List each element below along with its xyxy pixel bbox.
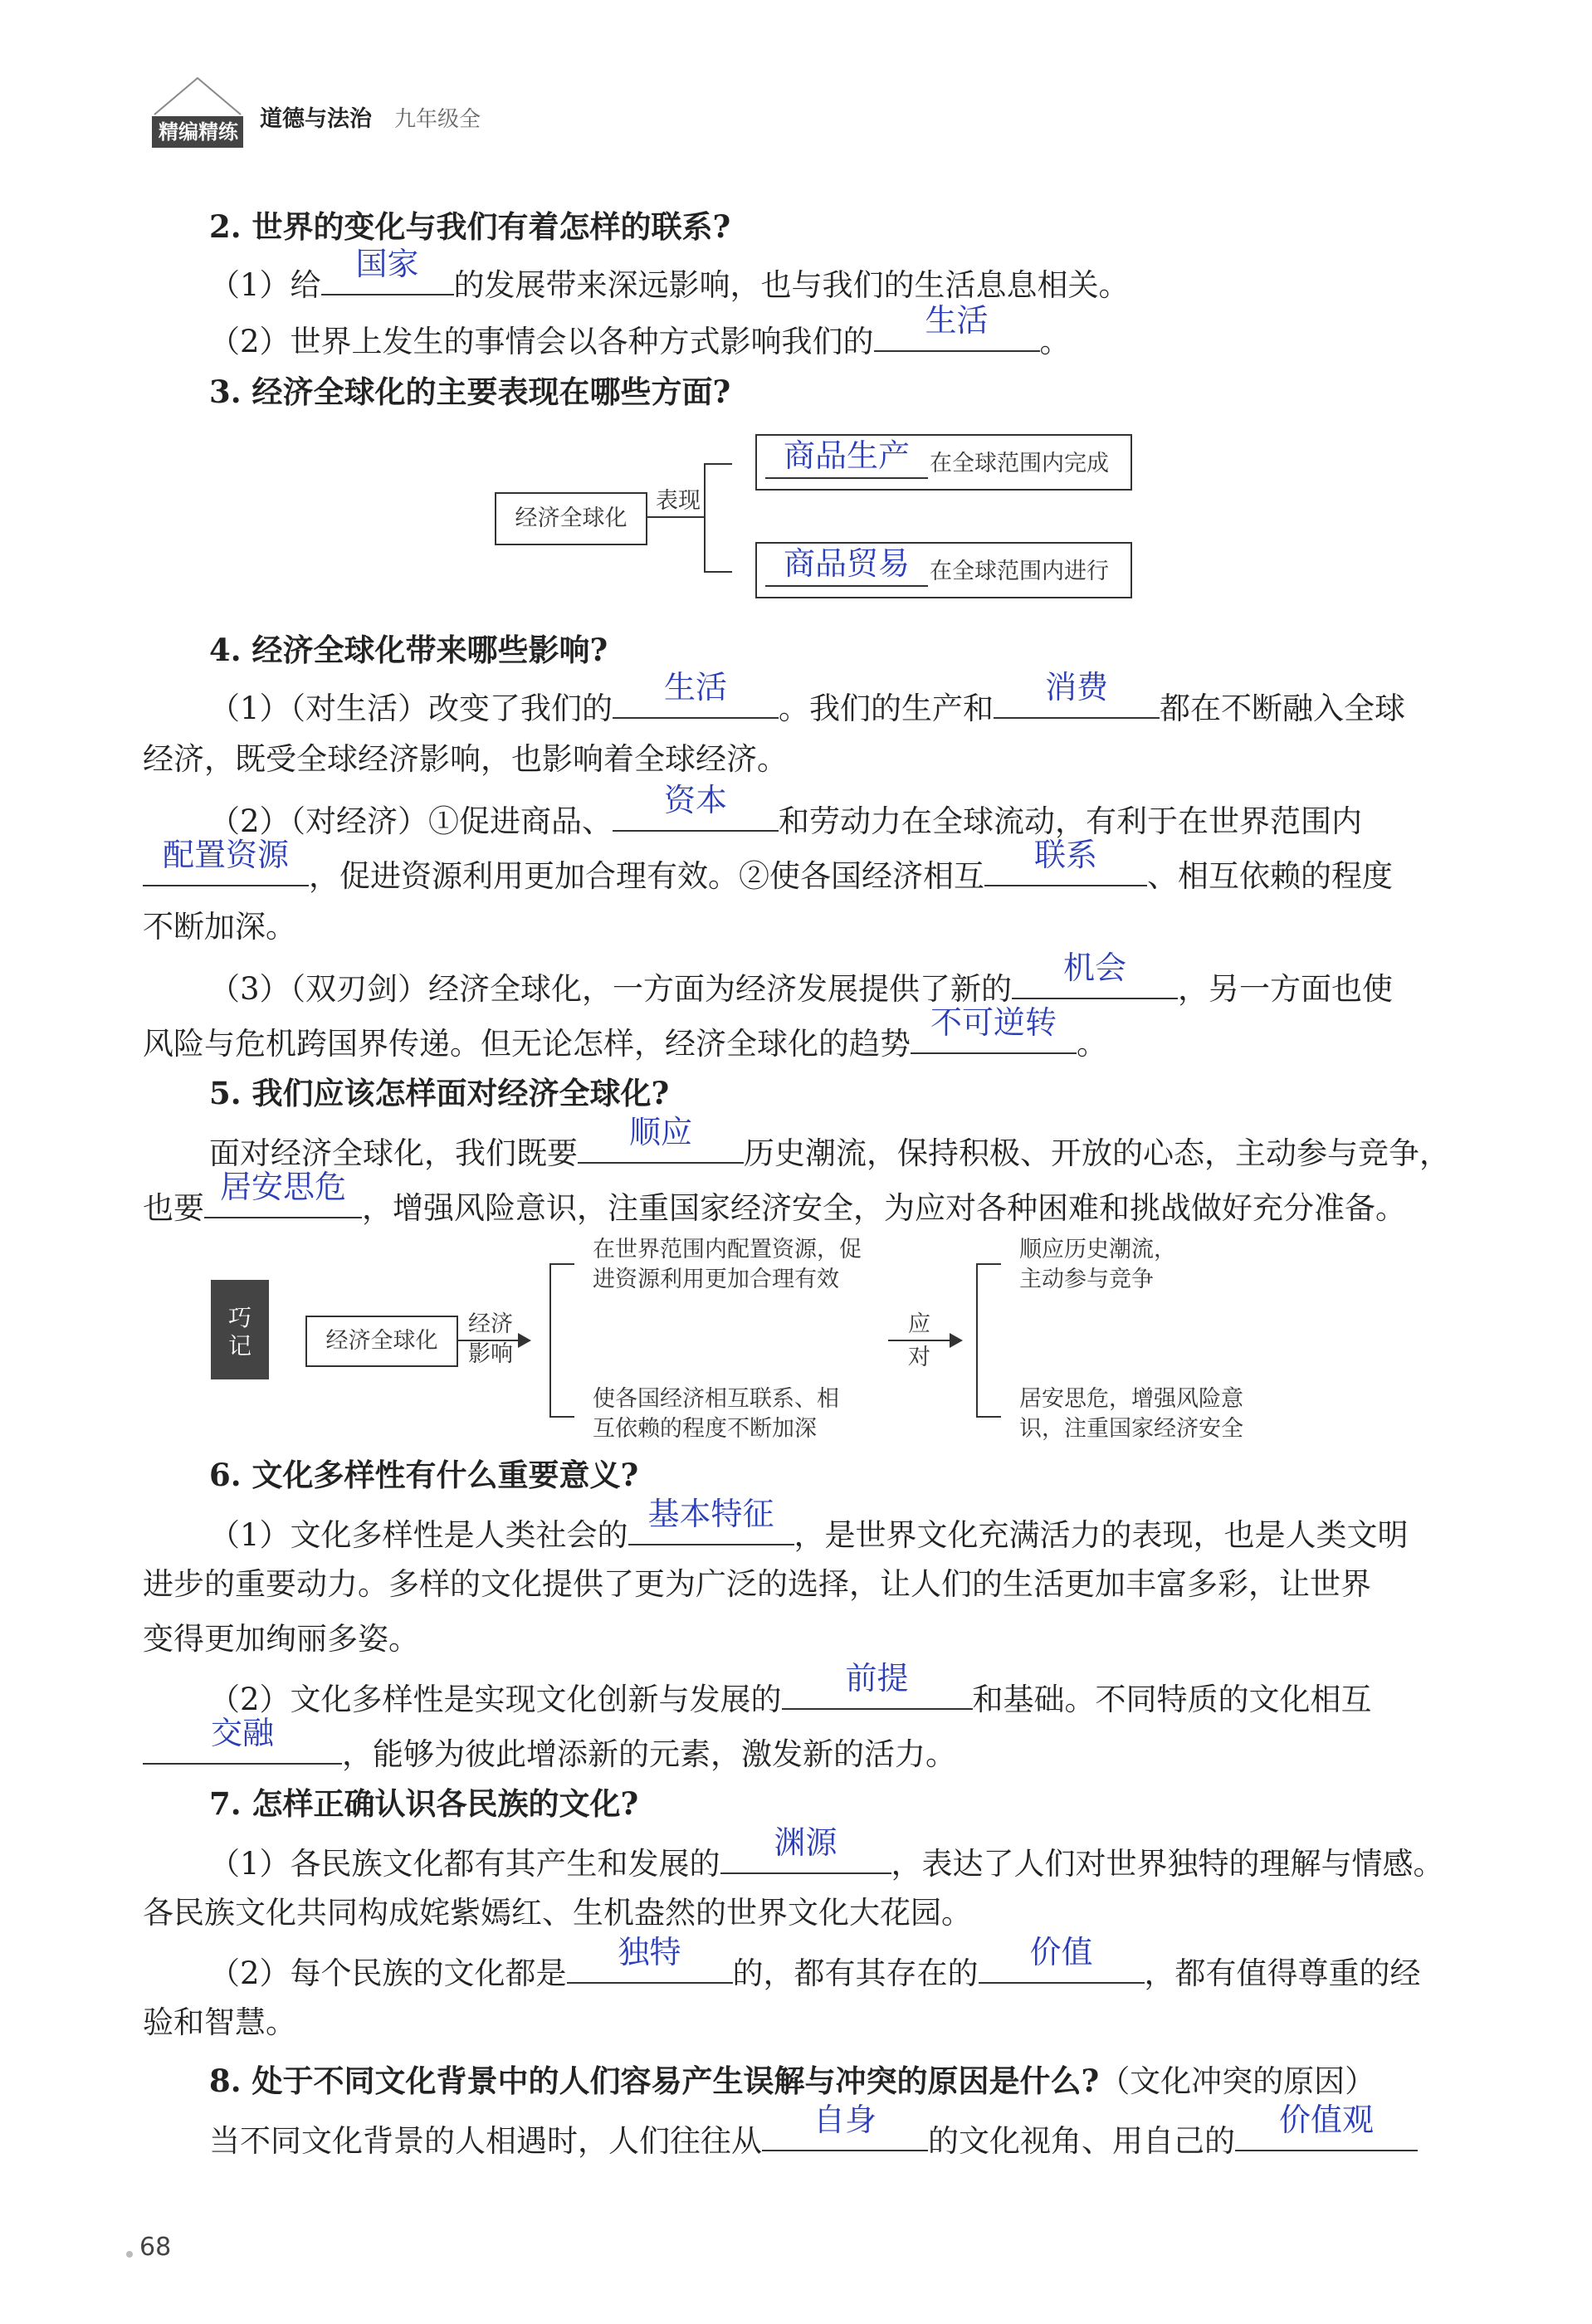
memo-link1a: 经济 [468, 1311, 513, 1337]
q4-blank5[interactable]: 联系 [984, 850, 1147, 886]
q4-blank3[interactable]: 资本 [613, 795, 779, 832]
q2-line2: （2）世界上发生的事情会以各种方式影响我们的 生活 。 [209, 302, 1071, 359]
q5-line2: 也要 居安思危 ，增强风险意识，注重国家经济安全，为应对各种困难和挑战做好充分准备。 [143, 1169, 1406, 1226]
memo-link1b: 影响 [468, 1341, 513, 1367]
memo-response2a: 居安思危，增强风险意 [1019, 1386, 1243, 1412]
q6-blank1[interactable]: 基本特征 [628, 1509, 794, 1545]
q5-blank1[interactable]: 顺应 [578, 1127, 744, 1164]
q6-p1-line3: 变得更加绚丽多姿。 [143, 1621, 419, 1657]
q3-link: 表现 [656, 488, 701, 514]
q3-branch2: 商品贸易 在全球范围内进行 [755, 542, 1132, 598]
q6-title: 6. 文化多样性有什么重要意义? [209, 1457, 639, 1493]
q4-p3-line2: 风险与危机跨国界传递。但无论怎样，经济全球化的趋势 不可逆转 。 [143, 1004, 1107, 1062]
q8-title-line [209, 2060, 1487, 2102]
q4-p1-line1: （1）（对生活）改变了我们的 生活 。我们的生产和 消费 都在不断融入全球 [209, 669, 1406, 726]
q7-p1-line2: 各民族文化共同构成姹紫嫣红、生机盎然的世界文化大花园。 [143, 1895, 972, 1931]
q8-blank1[interactable]: 自身 [762, 2115, 928, 2151]
q7-p1-line1: （1）各民族文化都有其产生和发展的 渊源 ，表达了人们对世界独特的理解与情感。 [209, 1824, 1444, 1882]
q6-p1-line2: 进步的重要动力。多样的文化提供了更为广泛的选择，让人们的生活更加丰富多彩，让世界 [143, 1566, 1371, 1602]
memo-response1b: 主动参与竞争 [1019, 1267, 1154, 1292]
q5-title: 5. 我们应该怎样面对经济全球化? [209, 1075, 670, 1111]
q6-blank3[interactable]: 交融 [143, 1728, 342, 1765]
memo-effect1b: 进资源利用更加合理有效 [593, 1267, 839, 1292]
q6-p1-line1: （1）文化多样性是人类社会的 基本特征 ，是世界文化充满活力的表现，也是人类文明 [209, 1496, 1409, 1553]
q7-title: 7. 怎样正确认识各民族的文化? [209, 1785, 639, 1822]
memo-link2b: 对 [908, 1345, 930, 1370]
q4-blank4[interactable]: 配置资源 [143, 850, 309, 886]
q8-note: （文化冲突的原因） [1099, 2063, 1376, 2099]
q5-blank2[interactable]: 居安思危 [204, 1182, 362, 1218]
content [143, 0, 1487, 2324]
q3-title: 3. 经济全球化的主要表现在哪些方面? [209, 374, 731, 410]
header-badge: 精编精练 [159, 120, 238, 144]
q8-line1: 当不同文化背景的人相遇时，人们往往从 自身 的文化视角、用自己的 价值观 [209, 2115, 1487, 2162]
memo-response2b: 识，注重国家经济安全 [1019, 1416, 1243, 1442]
q7-blank3[interactable]: 价值 [979, 1947, 1145, 1984]
q4-p2-line2: 配置资源 ，促进资源利用更加合理有效。②使各国经济相互 联系 、相互依赖的程度 [143, 850, 1487, 897]
q4-blank1[interactable]: 生活 [613, 682, 779, 719]
q7-p2-line1: （2）每个民族的文化都是 独特 的，都有其存在的 价值 ，都有值得尊重的经 [209, 1934, 1421, 1991]
q4-p2-line1: （2）（对经济）①促进商品、 资本 和劳动力在全球流动，有利于在世界范围内 [209, 782, 1363, 839]
q4-p2-line3: 不断加深。 [143, 909, 296, 945]
q8-blank2[interactable]: 价值观 [1235, 2115, 1418, 2151]
arrow-icon [518, 1333, 531, 1348]
q3-root: 经济全球化 [495, 492, 647, 545]
memo-tag-text1: 巧 [227, 1304, 251, 1331]
q4-blank7[interactable]: 不可逆转 [911, 1018, 1077, 1054]
q4-p1-line2: 经济，既受全球经济影响，也影响着全球经济。 [143, 741, 788, 777]
memo-effect1a: 在世界范围内配置资源，促 [593, 1237, 862, 1262]
q7-blank2[interactable]: 独特 [567, 1947, 733, 1984]
page-number: 68 [139, 2233, 172, 2262]
q4-blank6[interactable]: 机会 [1012, 963, 1178, 999]
q7-blank1[interactable]: 渊源 [720, 1838, 891, 1874]
memo-effect2a: 使各国经济相互联系、相 [593, 1386, 839, 1412]
q4-blank2[interactable]: 消费 [994, 682, 1160, 719]
q5-line1: 面对经济全球化，我们既要 顺应 历史潮流，保持积极、开放的心态，主动参与竞争， [209, 1114, 1450, 1171]
q2-title: 2. 世界的变化与我们有着怎样的联系? [209, 208, 731, 245]
memo-root: 经济全球化 [305, 1316, 458, 1367]
q4-title: 4. 经济全球化带来哪些影响? [209, 632, 608, 668]
arrow-icon [950, 1333, 963, 1348]
page-dot [126, 2251, 133, 2258]
q3-blank2[interactable]: 商品贸易 [765, 547, 928, 587]
q6-p2-line2: 交融 ，能够为彼此增添新的元素，激发新的活力。 [143, 1728, 1487, 1775]
q3-blank1[interactable]: 商品生产 [765, 439, 928, 479]
header-subject: 道德与法治 [260, 106, 372, 132]
q2-blank2[interactable]: 生活 [874, 315, 1040, 352]
memo-effect2b: 互依赖的程度不断加深 [593, 1416, 817, 1442]
q8-title: 8. 处于不同文化背景中的人们容易产生误解与冲突的原因是什么? [209, 2063, 1100, 2099]
q6-p2-line1: （2）文化多样性是实现文化创新与发展的 前提 和基础。不同特质的文化相互 [209, 1660, 1372, 1717]
q7-p2-line2: 验和智慧。 [143, 2004, 296, 2040]
memo-response1a: 顺应历史潮流， [1019, 1237, 1176, 1262]
memo-tag-text2: 记 [227, 1332, 251, 1360]
header-grade: 九年级全 [394, 107, 481, 132]
q2-line1: （1）给 国家 的发展带来深远影响，也与我们的生活息息相关。 [209, 246, 1130, 303]
q6-blank2[interactable]: 前提 [782, 1673, 973, 1710]
q3-branch1: 商品生产 在全球范围内完成 [755, 434, 1132, 491]
q2-blank1[interactable]: 国家 [321, 259, 454, 295]
memo-link2a: 应 [908, 1311, 930, 1337]
q4-p3-line1: （3）（双刃剑）经济全球化，一方面为经济发展提供了新的 机会 ，另一方面也使 [209, 950, 1394, 1007]
